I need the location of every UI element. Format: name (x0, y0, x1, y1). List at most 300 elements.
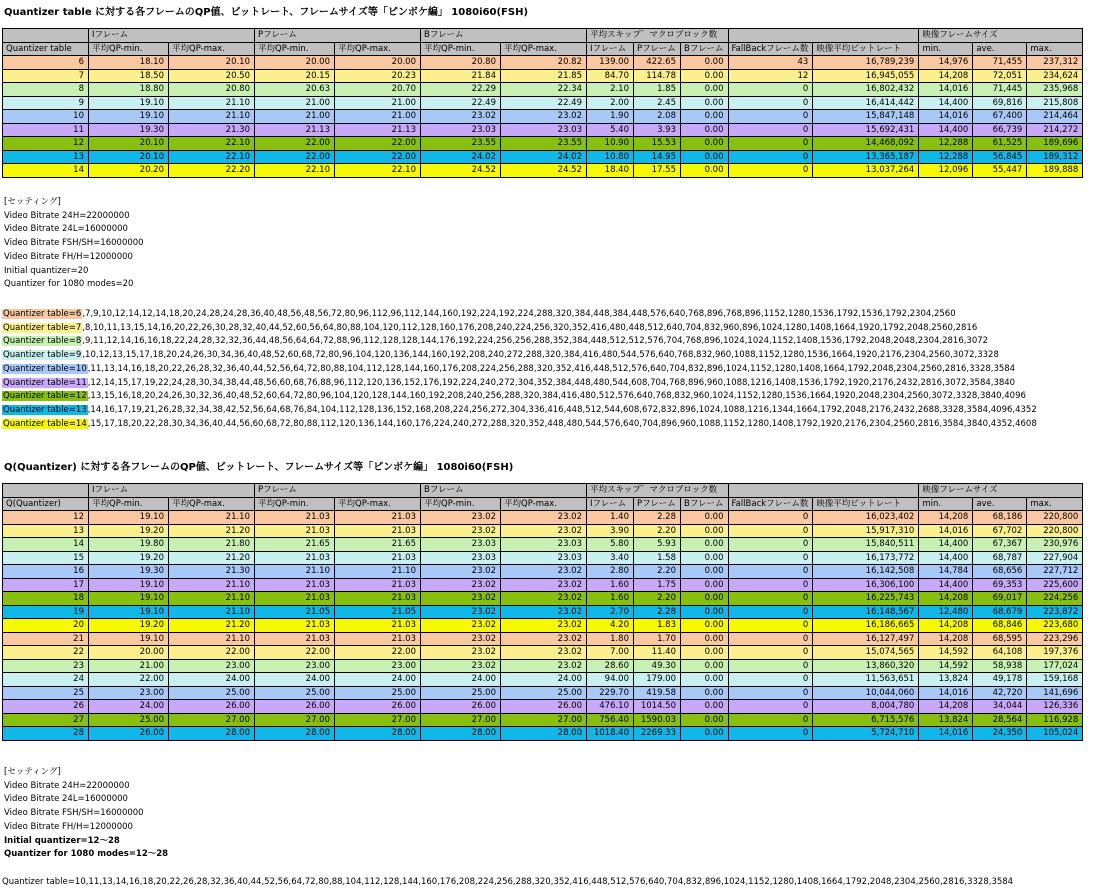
table-cell: 14,208 (919, 619, 973, 633)
table-cell: 16,306,100 (813, 578, 919, 592)
table-cell: 0 (728, 686, 813, 700)
table-cell: 24 (3, 673, 89, 687)
table-cell: 189,312 (1027, 150, 1083, 164)
quantizer-table-2 (2, 483, 1083, 741)
table-cell: 49,178 (973, 673, 1027, 687)
table-cell: 756.40 (587, 713, 634, 727)
table-cell: 21.03 (335, 578, 421, 592)
table-cell: 0 (728, 164, 813, 178)
table-cell: 23.55 (501, 137, 587, 151)
table-cell: 14,400 (919, 96, 973, 110)
table-row (3, 511, 1083, 525)
group-header (728, 29, 919, 43)
table-cell: 69,816 (973, 96, 1027, 110)
table-cell: 0.00 (681, 713, 729, 727)
table-cell: 24.52 (421, 164, 501, 178)
group-header: Bフレーム (421, 484, 587, 498)
table-row (3, 69, 1083, 83)
table-cell: 23.02 (501, 605, 587, 619)
table-cell: 6,715,576 (813, 713, 919, 727)
table-cell: 11 (3, 123, 89, 137)
quantizer-table-key: Quantizer table=12 (3, 391, 87, 402)
table-cell: 0.00 (681, 150, 729, 164)
column-header: Pフレーム (634, 42, 681, 56)
table-cell: 8,004,780 (813, 700, 919, 714)
column-header: 平均QP-max. (335, 497, 421, 511)
table-cell: 19.10 (89, 578, 169, 592)
table-cell: 23.00 (89, 686, 169, 700)
table-cell: 19.20 (89, 551, 169, 565)
table-cell: 21.10 (169, 605, 255, 619)
column-header: min. (919, 42, 973, 56)
settings-line: Initial quantizer=20 (4, 265, 89, 276)
table-row (3, 123, 1083, 137)
table-cell: 23.00 (255, 659, 335, 673)
table-row (3, 56, 1083, 70)
column-header: 映像平均ビットレート (813, 497, 919, 511)
table-cell: 55,447 (973, 164, 1027, 178)
table-cell: 14,784 (919, 565, 973, 579)
section2-title: Q(Quantizer) に対する各フレームのQP値、ビットレート、フレームサイズ等「ピンボケ編」 1080i60(FSH) (4, 462, 514, 473)
table-cell: 23.02 (421, 110, 501, 124)
table-row (3, 646, 1083, 660)
table-cell: 71,455 (973, 56, 1027, 70)
table-cell: 5.40 (587, 123, 634, 137)
table-cell: 24.00 (335, 673, 421, 687)
table-cell: 14,016 (919, 83, 973, 97)
table-row (3, 96, 1083, 110)
table-cell: 94.00 (587, 673, 634, 687)
table-cell: 58,938 (973, 659, 1027, 673)
table-cell: 5.80 (587, 538, 634, 552)
table-cell: 43 (728, 56, 813, 70)
table-cell: 19.20 (89, 524, 169, 538)
table-cell: 22.10 (169, 137, 255, 151)
table-cell: 0 (728, 632, 813, 646)
table-cell: 422.65 (634, 56, 681, 70)
table-cell: 64,108 (973, 646, 1027, 660)
table-cell: 34,044 (973, 700, 1027, 714)
table-cell: 419.58 (634, 686, 681, 700)
table-cell: 0.00 (681, 727, 729, 741)
table-cell: 2.45 (634, 96, 681, 110)
table-cell: 2.28 (634, 511, 681, 525)
column-header: 平均QP-max. (501, 42, 587, 56)
table-cell: 10 (3, 110, 89, 124)
table-cell: 14 (3, 164, 89, 178)
table-cell: 0 (728, 150, 813, 164)
table-row (3, 659, 1083, 673)
table-cell: 24.00 (421, 673, 501, 687)
table-cell: 21.03 (335, 592, 421, 606)
table-cell: 0 (728, 83, 813, 97)
settings-block-2 (4, 766, 168, 862)
table-row (3, 605, 1083, 619)
quantizer-table-1 (2, 28, 1083, 178)
table-cell: 2.10 (587, 83, 634, 97)
table-cell: 15,074,565 (813, 646, 919, 660)
table-cell: 67,702 (973, 524, 1027, 538)
column-header: Bフレーム (681, 497, 729, 511)
table-cell: 177,024 (1027, 659, 1083, 673)
table-cell: 230,976 (1027, 538, 1083, 552)
table-cell: 22.49 (501, 96, 587, 110)
table-cell: 0 (728, 605, 813, 619)
table-cell: 20.70 (335, 83, 421, 97)
table-cell: 224,256 (1027, 592, 1083, 606)
quantizer-table-line (2, 308, 1037, 322)
table-cell: 71,445 (973, 83, 1027, 97)
table-row (3, 713, 1083, 727)
table-cell: 0.00 (681, 96, 729, 110)
table-cell: 23.02 (421, 565, 501, 579)
quantizer-table-values: ,9,11,12,14,16,16,18,22,24,28,32,32,36,44,48,56,64,64,72,88,96,112,128,128,144,176,192,224,256,256,288,352,384,448,512,512,576,704,768,896,1024,1024,1152,1408,1536,1792,2048,2048,2304,2816,3072 (82, 336, 989, 347)
table-cell: 12,288 (919, 137, 973, 151)
table-cell: 197,376 (1027, 646, 1083, 660)
quantizer-table-key: Quantizer table=7 (3, 322, 82, 333)
settings-line: Video Bitrate FH/H=12000000 (4, 251, 133, 262)
table-cell: 14.95 (634, 150, 681, 164)
table-cell: 227,712 (1027, 565, 1083, 579)
table-cell: 21.13 (335, 123, 421, 137)
table-cell: 21.03 (255, 524, 335, 538)
table-cell: 21.03 (335, 524, 421, 538)
table-cell: 7.00 (587, 646, 634, 660)
table-cell: 10.80 (587, 150, 634, 164)
table-cell: 14,208 (919, 592, 973, 606)
table-cell: 141,696 (1027, 686, 1083, 700)
table-cell: 14,976 (919, 56, 973, 70)
table-cell: 21.20 (169, 524, 255, 538)
table-cell: 12,096 (919, 164, 973, 178)
quantizer-table-values: ,14,16,17,19,21,26,28,32,34,38,42,52,56,64,68,76,84,104,112,128,136,152,168,208,224,256,272,304,336,416,448,512,544,608,672,832,896,1024,1088,1216,1344,1664,1792,2048,2176,2432,2688,3328,3584,4096,4352 (87, 404, 1037, 415)
table-cell: 0.00 (681, 619, 729, 633)
table-cell: 0.00 (681, 538, 729, 552)
table-cell: 225,600 (1027, 578, 1083, 592)
table-cell: 22.34 (501, 83, 587, 97)
table-row (3, 592, 1083, 606)
table-cell: 27.00 (501, 713, 587, 727)
table-cell: 12,288 (919, 150, 973, 164)
table-cell: 23.02 (501, 511, 587, 525)
table-cell: 0.00 (681, 578, 729, 592)
table-cell: 19.10 (89, 96, 169, 110)
section1-title: Quantizer table に対する各フレームのQP値、ビットレート、フレームサイズ等「ピンボケ編」 1080i60(FSH) (4, 7, 529, 18)
table-cell: 3.90 (587, 524, 634, 538)
table-cell: 159,168 (1027, 673, 1083, 687)
table-cell: 139.00 (587, 56, 634, 70)
table-cell: 12,480 (919, 605, 973, 619)
table-cell: 25.00 (89, 713, 169, 727)
table-cell: 14,208 (919, 632, 973, 646)
table-row (3, 565, 1083, 579)
table-cell: 0 (728, 727, 813, 741)
quantizer-table-values: ,8,10,11,13,15,14,16,20,22,26,30,28,32,40,44,52,60,56,64,80,88,104,120,112,128,160,176,208,240,224,256,320,352,416,480,448,512,640,704,832,960,896,1024,1280,1408,1664,1920,1792,2048,2560,2816 (82, 322, 978, 333)
column-header: Pフレーム (634, 497, 681, 511)
table-cell: 5.93 (634, 538, 681, 552)
table-cell: 0.00 (681, 686, 729, 700)
table-cell: 14,016 (919, 110, 973, 124)
table-cell: 0.00 (681, 56, 729, 70)
table-cell: 28.60 (587, 659, 634, 673)
table-cell: 0.00 (681, 605, 729, 619)
settings-line: Video Bitrate FH/H=12000000 (4, 821, 133, 832)
table-cell: 28.00 (169, 727, 255, 741)
table-cell: 20.50 (169, 69, 255, 83)
table-cell: 0.00 (681, 551, 729, 565)
table-cell: 16,142,508 (813, 565, 919, 579)
table-row (3, 110, 1083, 124)
table-cell: 14,400 (919, 123, 973, 137)
table-cell: 21.03 (335, 619, 421, 633)
table-cell: 0 (728, 538, 813, 552)
table-cell: 2.70 (587, 605, 634, 619)
table-cell: 16,127,497 (813, 632, 919, 646)
quantizer-table-line (2, 390, 1037, 404)
table-cell: 7 (3, 69, 89, 83)
table-cell: 14,016 (919, 686, 973, 700)
table-cell: 26.00 (421, 700, 501, 714)
table-cell: 68,846 (973, 619, 1027, 633)
table-cell: 23.00 (335, 659, 421, 673)
table-cell: 21.03 (255, 592, 335, 606)
table-cell: 4.20 (587, 619, 634, 633)
quantizer-table-line (2, 418, 1037, 432)
column-header: Quantizer table (3, 42, 89, 56)
column-header: Iフレーム (587, 497, 634, 511)
table-cell: 23.03 (501, 123, 587, 137)
table-cell: 3.40 (587, 551, 634, 565)
table-cell: 19.10 (89, 605, 169, 619)
table-cell: 2.20 (634, 592, 681, 606)
table-cell: 56,845 (973, 150, 1027, 164)
table-cell: 15,917,310 (813, 524, 919, 538)
table-cell: 1.83 (634, 619, 681, 633)
group-header: 平均スキップ゛マクロブロック数 (587, 484, 729, 498)
table-cell: 0 (728, 659, 813, 673)
table-cell: 21.80 (169, 538, 255, 552)
table-cell: 0 (728, 578, 813, 592)
settings-line: Video Bitrate 24H=22000000 (4, 780, 130, 791)
table-cell: 20.15 (255, 69, 335, 83)
table-cell: 23.02 (501, 578, 587, 592)
table-cell: 189,888 (1027, 164, 1083, 178)
table-cell: 1590.03 (634, 713, 681, 727)
table-cell: 23 (3, 659, 89, 673)
table-cell: 26.00 (501, 700, 587, 714)
settings-line: Video Bitrate FSH/SH=16000000 (4, 238, 144, 249)
settings-line: Video Bitrate FSH/SH=16000000 (4, 808, 144, 819)
table-cell: 21.03 (335, 632, 421, 646)
table-row (3, 673, 1083, 687)
quantizer-table-key: Quantizer table=13 (3, 404, 87, 415)
table-cell: 0.00 (681, 673, 729, 687)
table-cell: 22.00 (255, 150, 335, 164)
column-header: 平均QP-max. (335, 42, 421, 56)
table-cell: 21.10 (335, 565, 421, 579)
table-cell: 16,225,743 (813, 592, 919, 606)
table-cell: 223,680 (1027, 619, 1083, 633)
table-cell: 126,336 (1027, 700, 1083, 714)
table-cell: 24.02 (501, 150, 587, 164)
table-cell: 28.00 (501, 727, 587, 741)
table-cell: 0.00 (681, 524, 729, 538)
quantizer-table-values: ,15,17,18,20,22,28,30,34,36,40,44,56,60,68,72,80,88,112,120,136,144,160,176,224,240,272,288,320,352,448,480,544,576,640,704,896,960,1088,1152,1280,1408,1792,1920,2176,2304,2560,2816,3584,3840,4352,4608 (87, 418, 1037, 429)
table-cell: 1.90 (587, 110, 634, 124)
table-cell: 105,024 (1027, 727, 1083, 741)
table-cell: 19.10 (89, 592, 169, 606)
column-header: 平均QP-max. (169, 42, 255, 56)
column-header: min. (919, 497, 973, 511)
table-cell: 214,272 (1027, 123, 1083, 137)
table-cell: 22.00 (89, 673, 169, 687)
quantizer-table-key: Quantizer table=14 (3, 418, 87, 429)
table-cell: 27.00 (421, 713, 501, 727)
table-cell: 27.00 (255, 713, 335, 727)
table-cell: 25.00 (255, 686, 335, 700)
quantizer-table-line (2, 363, 1037, 377)
table-cell: 68,787 (973, 551, 1027, 565)
table-cell: 14,208 (919, 69, 973, 83)
table-cell: 13,824 (919, 713, 973, 727)
table-cell: 12 (728, 69, 813, 83)
quantizer-table-list (2, 308, 1037, 431)
table-cell: 0 (728, 137, 813, 151)
table-row (3, 551, 1083, 565)
table-cell: 1018.40 (587, 727, 634, 741)
table-cell: 26.00 (89, 727, 169, 741)
table-cell: 19.10 (89, 511, 169, 525)
table-cell: 116,928 (1027, 713, 1083, 727)
table-cell: 16,148,567 (813, 605, 919, 619)
settings-line: Initial quantizer=12～28 (4, 835, 120, 846)
table-cell: 12 (3, 137, 89, 151)
table-cell: 21.00 (89, 659, 169, 673)
table-cell: 11.40 (634, 646, 681, 660)
table-cell: 21.00 (335, 96, 421, 110)
table-cell: 21.03 (255, 619, 335, 633)
quantizer-table-values: ,12,14,15,17,19,22,24,28,30,34,38,44,48,56,60,68,76,88,96,112,120,136,152,176,192,224,240,272,304,352,384,448,480,544,608,704,768,896,960,1088,1216,1408,1536,1792,1920,2176,2432,2816,3072,3584,3840 (87, 377, 1016, 388)
table-cell: 13 (3, 150, 89, 164)
table-cell: 21.13 (255, 123, 335, 137)
table-row (3, 524, 1083, 538)
column-header: FallBackフレーム数 (728, 42, 813, 56)
table-cell: 214,464 (1027, 110, 1083, 124)
settings-line: Video Bitrate 24L=16000000 (4, 794, 128, 805)
table-row (3, 538, 1083, 552)
table-cell: 25.00 (501, 686, 587, 700)
table-cell: 23.02 (501, 524, 587, 538)
table-cell: 21.00 (335, 110, 421, 124)
table-cell: 19.80 (89, 538, 169, 552)
table-cell: 0 (728, 619, 813, 633)
table-cell: 20.20 (89, 164, 169, 178)
table-cell: 2.20 (634, 524, 681, 538)
table-cell: 22.00 (335, 150, 421, 164)
table-cell: 16,023,402 (813, 511, 919, 525)
table-cell: 21.10 (255, 565, 335, 579)
table-cell: 18.80 (89, 83, 169, 97)
group-header: 映像フレームサイズ (919, 484, 1083, 498)
table-cell: 20.10 (89, 150, 169, 164)
table-cell: 24.00 (169, 673, 255, 687)
table-cell: 189,696 (1027, 137, 1083, 151)
table-cell: 42,720 (973, 686, 1027, 700)
table-cell: 5,724,710 (813, 727, 919, 741)
table-cell: 28 (3, 727, 89, 741)
table-row (3, 83, 1083, 97)
table-cell: 20.00 (335, 56, 421, 70)
settings-line: Quantizer for 1080 modes=20 (4, 279, 134, 290)
quantizer-table-values: ,10,12,13,15,17,18,20,24,26,30,34,36,40,48,52,60,68,72,80,96,104,120,136,144,160,192,208,240,272,288,320,384,416,480,544,576,640,768,832,960,1088,1152,1280,1536,1664,1920,2176,2304,2560,3072,3328 (82, 350, 999, 361)
quantizer-table-line (2, 349, 1037, 363)
group-header: Iフレーム (89, 484, 255, 498)
table-cell: 0.00 (681, 592, 729, 606)
group-header: 映像フレームサイズ (919, 29, 1083, 43)
table-cell: 223,872 (1027, 605, 1083, 619)
column-header: 平均QP-min. (421, 42, 501, 56)
table-cell: 0.00 (681, 110, 729, 124)
table-cell: 16 (3, 565, 89, 579)
column-header: 平均QP-max. (169, 497, 255, 511)
table-cell: 14,400 (919, 538, 973, 552)
table-cell: 0.00 (681, 137, 729, 151)
table-cell: 14,016 (919, 524, 973, 538)
table-cell: 2.20 (634, 565, 681, 579)
table-cell: 223,296 (1027, 632, 1083, 646)
table-cell: 24,350 (973, 727, 1027, 741)
table-cell: 1.60 (587, 578, 634, 592)
table-cell: 20.80 (169, 83, 255, 97)
table-cell: 15,847,148 (813, 110, 919, 124)
table-cell: 14,016 (919, 727, 973, 741)
table-cell: 15 (3, 551, 89, 565)
table-cell: 22.10 (255, 164, 335, 178)
table-cell: 23.55 (421, 137, 501, 151)
table-cell: 20.63 (255, 83, 335, 97)
table-cell: 68,656 (973, 565, 1027, 579)
table-cell: 19.10 (89, 110, 169, 124)
table-cell: 21.00 (255, 96, 335, 110)
group-header (728, 484, 919, 498)
table-cell: 0 (728, 96, 813, 110)
table-cell: 20.80 (421, 56, 501, 70)
table-cell: 22.00 (335, 137, 421, 151)
table-cell: 179.00 (634, 673, 681, 687)
table-cell: 0.00 (681, 83, 729, 97)
table-cell: 18 (3, 592, 89, 606)
table-cell: 0 (728, 123, 813, 137)
table-cell: 67,367 (973, 538, 1027, 552)
table-cell: 0.00 (681, 659, 729, 673)
table-cell: 24.02 (421, 150, 501, 164)
table-cell: 23.02 (501, 592, 587, 606)
table-cell: 1.75 (634, 578, 681, 592)
table-cell: 17 (3, 578, 89, 592)
column-header: ave. (973, 497, 1027, 511)
table-cell: 20.23 (335, 69, 421, 83)
table-cell: 476.10 (587, 700, 634, 714)
table-cell: 68,186 (973, 511, 1027, 525)
table-cell: 18.40 (587, 164, 634, 178)
table-cell: 20 (3, 619, 89, 633)
table-cell: 24.00 (89, 700, 169, 714)
table-cell: 23.02 (421, 659, 501, 673)
table-cell: 27.00 (169, 713, 255, 727)
table-cell: 20.10 (89, 137, 169, 151)
table-cell: 20.00 (89, 646, 169, 660)
table-cell: 66,739 (973, 123, 1027, 137)
